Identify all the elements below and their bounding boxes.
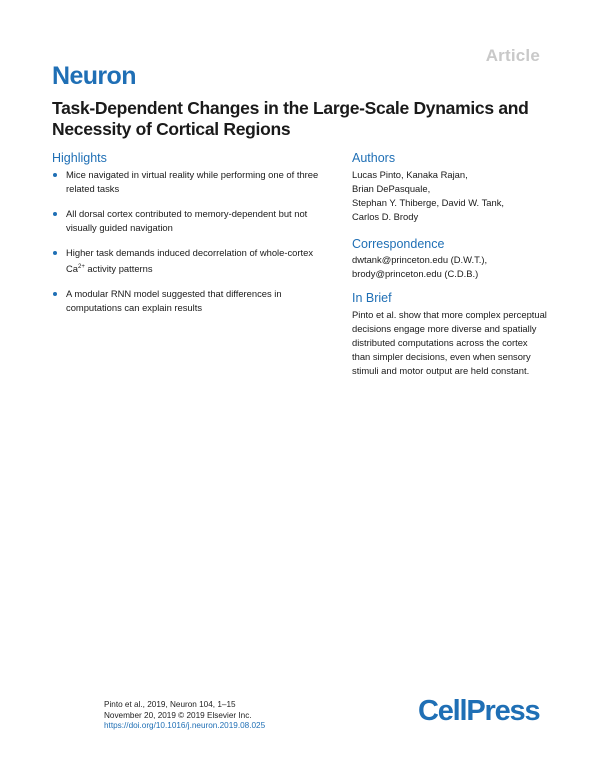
author-line: Lucas Pinto, Kanaka Rajan, — [352, 169, 468, 180]
bullet-icon — [53, 212, 57, 216]
in-brief-text: Pinto et al. show that more complex perceptual decisions engage more diverse and spatially distributed computations across the cortex than simpler decisions, even when sensory stimuli and motor output are held constant. — [352, 309, 547, 376]
citation-date: November 20, 2019 © 2019 Elsevier Inc. — [104, 710, 252, 720]
bullet-icon — [53, 173, 57, 177]
citation-line: Pinto et al., 2019, Neuron 104, 1–15 — [104, 700, 236, 709]
doi-link[interactable]: https://doi.org/10.1016/j.neuron.2019.08.025 — [104, 721, 266, 730]
correspondence-heading: Correspondence — [352, 237, 445, 251]
authors-heading: Authors — [352, 151, 396, 165]
paper-title: Task-Dependent Changes in the Large-Scale Dynamics and Necessity of Cortical Regions — [52, 98, 529, 139]
author-line: Stephan Y. Thiberge, David W. Tank, — [352, 197, 505, 208]
highlight-item: Mice navigated in virtual reality while performing one of three related tasks — [52, 168, 332, 196]
author-line: Brian DePasquale, — [352, 183, 431, 194]
highlight-item: A modular RNN model suggested that differences in computations can explain results — [52, 287, 332, 315]
journal-name: Neuron — [52, 62, 136, 90]
highlight-item: All dorsal cortex contributed to memory-dependent but not visually guided navigation — [52, 207, 332, 235]
in-brief-heading: In Brief — [352, 291, 392, 305]
correspondence-emails — [352, 253, 562, 281]
highlights-heading: Highlights — [52, 151, 107, 165]
article-type-label: Article — [485, 46, 540, 65]
bullet-icon — [53, 251, 57, 255]
authors-list — [352, 168, 562, 224]
bullet-icon — [53, 292, 57, 296]
correspondence-email[interactable]: brody@princeton.edu (C.D.B.) — [352, 268, 479, 279]
cellpress-logo: CellPress — [418, 695, 540, 727]
correspondence-email[interactable]: dwtank@princeton.edu (D.W.T.), — [352, 254, 488, 265]
highlights-list — [52, 168, 332, 326]
highlight-item: Higher task demands induced decorrelation of whole-cortex $Ca^{2+}$ activity patterns — [52, 246, 332, 276]
citation-block — [104, 700, 265, 732]
author-line: Carlos D. Brody — [352, 211, 419, 222]
